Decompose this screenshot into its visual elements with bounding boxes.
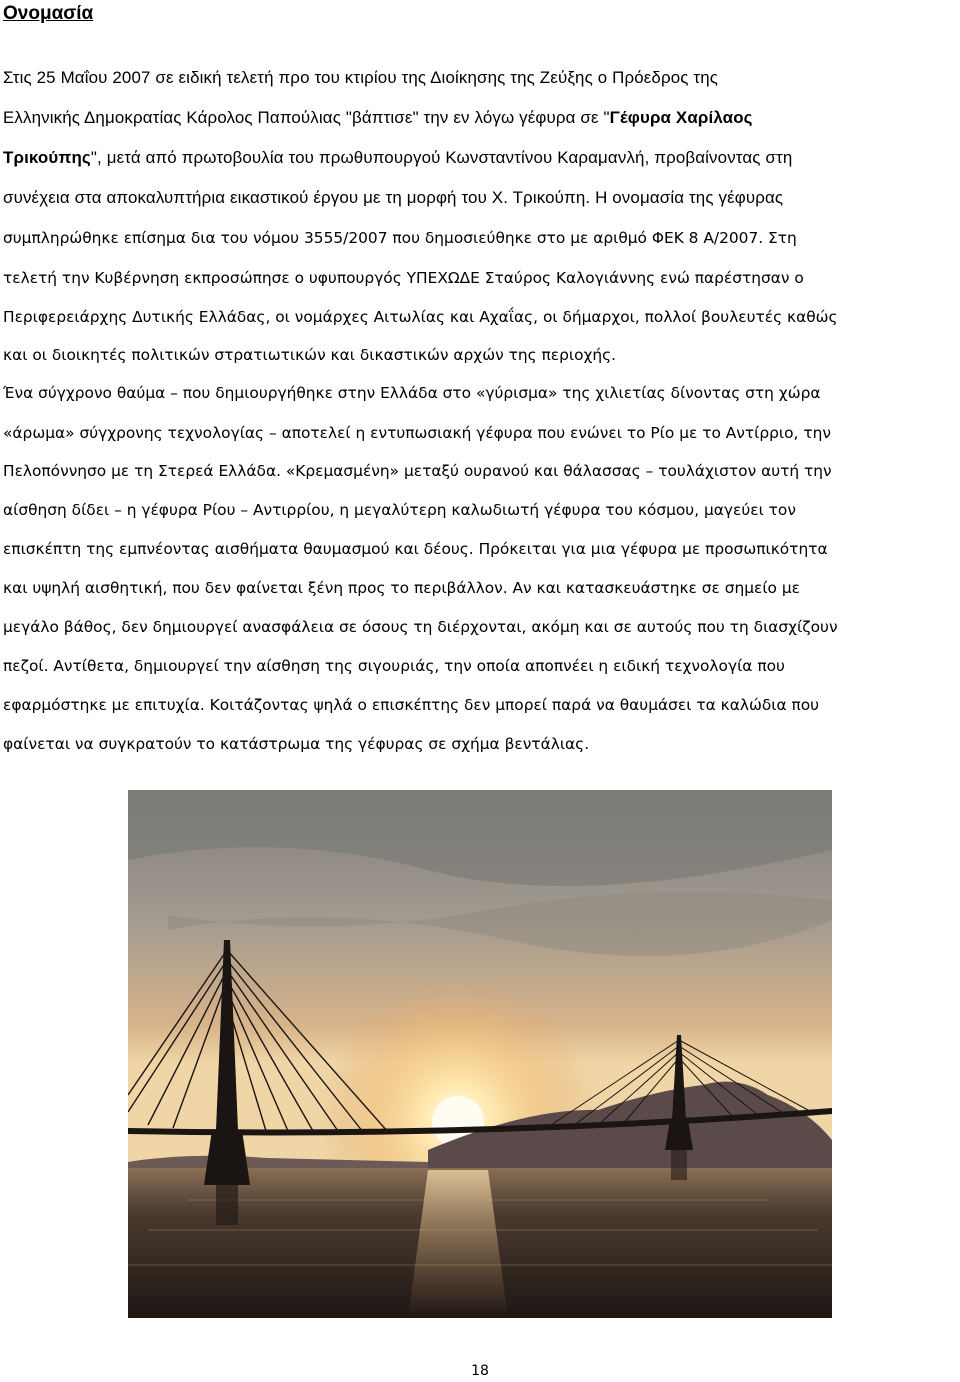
text-segment: Ελληνικής Δημοκρατίας Κάρολος Παπούλιας "βάπτισε" την εν λόγω γέφυρα σε " xyxy=(3,108,610,127)
text-segment: Περιφερειάρχης Δυτικής Ελλάδας, οι νομάρχες Αιτωλίας και Αχαΐας, οι δήμαρχοι, πολλοί βουλευτές καθώς xyxy=(3,308,838,326)
page-number: 18 xyxy=(471,1363,489,1379)
text-line xyxy=(3,656,785,676)
bold-text-segment: Γέφυρα Χαρίλαος xyxy=(609,108,753,127)
text-line xyxy=(3,307,838,327)
bridge-sunset-photo xyxy=(128,790,832,1318)
section-heading: Ονομασία xyxy=(3,3,94,24)
text-segment: συμπληρώθηκε επίσημα δια του νόμου 3555/2007 που δημοσιεύθηκε στο με αριθμό ΦΕΚ 8 Α/2007. Στη xyxy=(3,229,797,247)
text-line xyxy=(3,345,616,365)
text-segment: Πελοπόννησο με τη Στερεά Ελλάδα. «Κρεμασμένη» μεταξύ ουρανού και θάλασσας – τουλάχιστον αυτή την xyxy=(3,462,832,480)
text-segment: και υψηλή αισθητική, που δεν φαίνεται ξένη προς το περιβάλλον. Αν και κατασκευάστηκε σε σημείο με xyxy=(3,579,800,597)
text-line xyxy=(3,228,797,248)
text-line xyxy=(3,695,819,715)
text-segment: τελετή την Κυβέρνηση εκπροσώπησε ο υφυπουργός ΥΠΕΧΩΔΕ Σταύρος Καλογιάννης ενώ παρέστησαν ο xyxy=(3,269,804,287)
text-segment: αίσθηση δίδει – η γέφυρα Ρίου – Αντιρρίου, η μεγαλύτερη καλωδιωτή γέφυρα του κόσμου, μαγεύει τον xyxy=(3,501,796,519)
text-line xyxy=(3,734,589,754)
text-segment: φαίνεται να συγκρατούν το κατάστρωμα της γέφυρας σε σχήμα βεντάλιας. xyxy=(3,735,590,753)
text-segment: και οι διοικητές πολιτικών στρατιωτικών και δικαστικών αρχών της περιοχής. xyxy=(3,346,617,364)
text-line xyxy=(3,188,783,208)
text-segment: εφαρμόστηκε με επιτυχία. Κοιτάζοντας ψηλά ο επισκέπτης δεν μπορεί παρά να θαυμάσει τα καλώδια που xyxy=(3,696,820,714)
text-segment: Ένα σύγχρονο θαύμα – που δημιουργήθηκε στην Ελλάδα στο «γύρισμα» της χιλιετίας δίνοντας στη χώρα xyxy=(3,384,821,402)
text-line xyxy=(3,461,832,481)
text-line xyxy=(3,383,821,403)
text-segment: επισκέπτη της εμπνέοντας αισθήματα θαυμασμού και δέους. Πρόκειται για μια γέφυρα με προσωπικότητα xyxy=(3,540,828,558)
text-segment: «άρωμα» σύγχρονης τεχνολογίας – αποτελεί η εντυπωσιακή γέφυρα που ενώνει το Ρίο με το Αντίρριο, την xyxy=(3,424,831,442)
text-line xyxy=(3,617,838,637)
text-line xyxy=(3,539,828,559)
text-line xyxy=(3,578,800,598)
text-line xyxy=(3,108,753,128)
text-line xyxy=(3,68,718,88)
text-segment: ", μετά από πρωτοβουλία του πρωθυπουργού Κωνσταντίνου Καραμανλή, προβαίνοντας στη xyxy=(90,148,793,167)
text-line xyxy=(3,500,796,520)
text-line xyxy=(3,268,804,288)
bold-text-segment: Τρικούπης xyxy=(3,148,91,167)
text-segment: μεγάλο βάθος, δεν δημιουργεί ανασφάλεια σε όσους τη διέρχονται, ακόμη και σε αυτούς που τη διασχίζουν xyxy=(3,618,838,636)
text-segment: πεζοί. Αντίθετα, δημιουργεί την αίσθηση της σιγουριάς, την οποία αποπνέει η ειδική τεχνολογία που xyxy=(3,657,785,675)
text-line xyxy=(3,423,831,443)
text-segment: συνέχεια στα αποκαλυπτήρια εικαστικού έργου με τη μορφή του Χ. Τρικούπη. Η ονομασία της γέφυρας xyxy=(3,188,784,207)
text-line xyxy=(3,148,792,168)
text-segment: Στις 25 Μαΐου 2007 σε ειδική τελετή προ του κτιρίου της Διοίκησης της Ζεύξης ο Πρόεδρος της xyxy=(3,68,719,87)
